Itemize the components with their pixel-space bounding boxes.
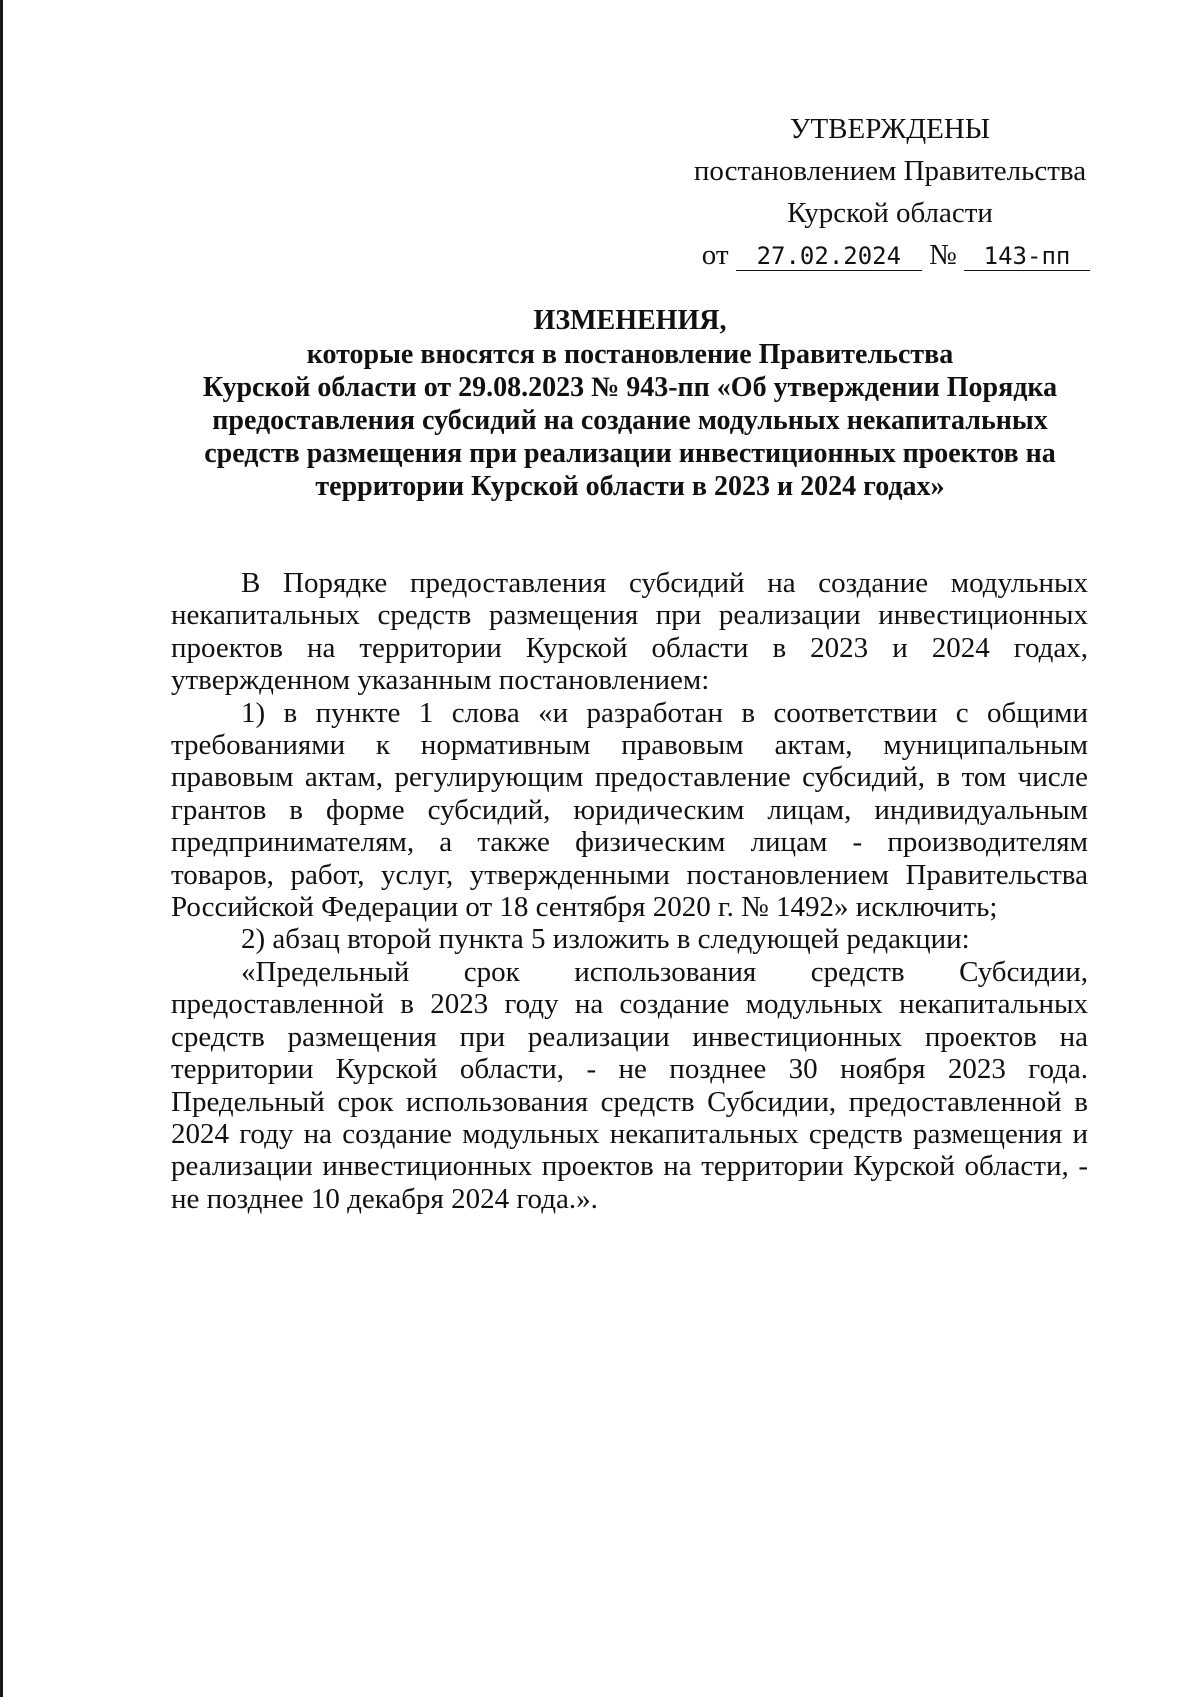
title-heading: ИЗМЕНЕНИЯ, bbox=[533, 305, 727, 336]
title-line: средств размещения при реализации инвестиционных проектов на bbox=[204, 438, 1056, 469]
body-paragraph-intro: В Порядке предоставления субсидий на создание модульных некапитальных средств размещения при реализации инвестиционных проектов на территории Курской области в 2023 и 2024 годах, утвержденном указанным постановлением: bbox=[171, 567, 1088, 697]
approval-date-line bbox=[690, 234, 1090, 276]
document-body bbox=[171, 567, 1088, 1215]
title-line: которые вносятся в постановление Правительства bbox=[306, 339, 954, 370]
approval-line-2: Курской области bbox=[787, 197, 993, 229]
approval-line-1: постановлением Правительства bbox=[693, 155, 1087, 187]
date-prefix: от bbox=[701, 239, 729, 271]
body-paragraph-item-2: 2) абзац второй пункта 5 изложить в следующей редакции: bbox=[241, 923, 970, 956]
date-value: 27.02.2024 bbox=[736, 242, 922, 271]
body-paragraph-quote: «Предельный срок использования средств Субсидии, предоставленной в 2023 году на создание модульных некапитальных средств размещения при реализации инвестиционных проектов на территории Курской области, - не позднее 30 ноября 2023 года. Предельный срок использования средств Субсидии, предоставленной в 2024 году на создание модульных некапитальных средств размещения и реализации инвестиционных проектов на территории Курской области, - не позднее 10 декабря 2024 года.». bbox=[171, 955, 1088, 1215]
approval-heading: УТВЕРЖДЕНЫ bbox=[789, 113, 991, 145]
document-title bbox=[170, 304, 1090, 503]
title-line: предоставления субсидий на создание модульных некапитальных bbox=[212, 405, 1048, 436]
number-value: 143-пп bbox=[964, 242, 1090, 271]
title-line: Курской области от 29.08.2023 № 943-пп «Об утверждении Порядка bbox=[202, 372, 1058, 403]
number-prefix: № bbox=[929, 239, 957, 271]
approval-block bbox=[690, 108, 1090, 276]
scan-edge bbox=[0, 0, 3, 1697]
title-line: территории Курской области в 2023 и 2024 годах» bbox=[315, 471, 945, 502]
body-paragraph-item-1: 1) в пункте 1 слова «и разработан в соответствии с общими требованиями к нормативным правовым актам, муниципальным правовым актам, регулирующим предоставление субсидий, в том числе грантов в форме субсидий, юридическим лицам, индивидуальным предпринимателям, а также физическим лицам - производителям товаров, работ, услуг, утвержденными постановлением Правительства Российской Федерации от 18 сентября 2020 г. № 1492» исключить; bbox=[171, 696, 1088, 924]
